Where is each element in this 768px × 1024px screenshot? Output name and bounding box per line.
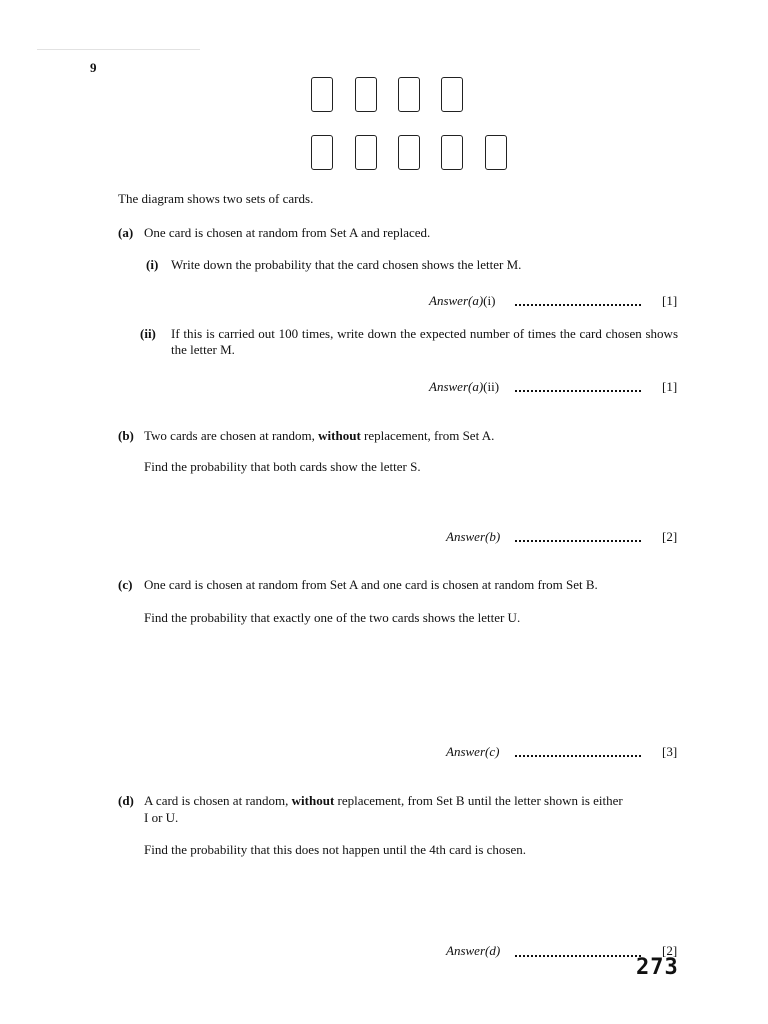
marks-c: [3] <box>662 744 678 759</box>
part-d-text-line1: A card is chosen at random, without replacement, from Set B until the letter shown is either <box>144 793 623 808</box>
card-b-3 <box>398 135 420 170</box>
page-number: 273 <box>636 955 679 980</box>
answer-d-line[interactable] <box>515 955 641 957</box>
part-d-instruction: Find the probability that this does not happen until the 4th card is chosen. <box>144 842 526 857</box>
card-a-2 <box>355 77 377 112</box>
marks-a-i: [1] <box>662 293 678 308</box>
part-b-instruction: Find the probability that both cards show the letter S. <box>144 459 421 474</box>
part-d-text-line2: I or U. <box>144 810 179 825</box>
answer-a-i-label: Answer(a)(i) <box>429 293 496 308</box>
answer-a-ii-label: Answer(a)(ii) <box>429 379 500 394</box>
answer-b-label: Answer(b) <box>446 529 501 544</box>
part-a-ii-label: (ii) <box>140 326 156 341</box>
marks-a-ii: [1] <box>662 379 678 394</box>
answer-b-line[interactable] <box>515 540 641 542</box>
part-a-i-label: (i) <box>146 257 159 272</box>
card-b-1 <box>311 135 333 170</box>
marks-d: [2] <box>662 943 678 958</box>
part-c-instruction: Find the probability that exactly one of the two cards shows the letter U. <box>144 610 521 625</box>
card-b-5 <box>485 135 507 170</box>
question-number: 9 <box>90 60 97 75</box>
part-a-label: (a) <box>118 225 134 240</box>
answer-c-line[interactable] <box>515 755 641 757</box>
card-a-4 <box>441 77 463 112</box>
card-b-4 <box>441 135 463 170</box>
answer-d-label: Answer(d) <box>446 943 501 958</box>
intro-text: The diagram shows two sets of cards. <box>118 191 314 206</box>
card-b-2 <box>355 135 377 170</box>
answer-a-i-line[interactable] <box>515 304 641 306</box>
marks-b: [2] <box>662 529 678 544</box>
part-b-text: Two cards are chosen at random, without replacement, from Set A. <box>144 428 495 443</box>
part-c-text: One card is chosen at random from Set A and one card is chosen at random from Set B. <box>144 577 598 592</box>
answer-c-label: Answer(c) <box>446 744 500 759</box>
part-b-label: (b) <box>118 428 134 443</box>
header-rule <box>37 49 200 50</box>
part-c-label: (c) <box>118 577 133 592</box>
part-d-label: (d) <box>118 793 134 808</box>
part-a-text: One card is chosen at random from Set A and replaced. <box>144 225 431 240</box>
card-a-1 <box>311 77 333 112</box>
part-a-ii-text: If this is carried out 100 times, write down the expected number of times the card chosen shows the letter M. <box>171 326 678 357</box>
answer-a-ii-line[interactable] <box>515 390 641 392</box>
part-a-i-text: Write down the probability that the card chosen shows the letter M. <box>171 257 522 272</box>
card-a-3 <box>398 77 420 112</box>
